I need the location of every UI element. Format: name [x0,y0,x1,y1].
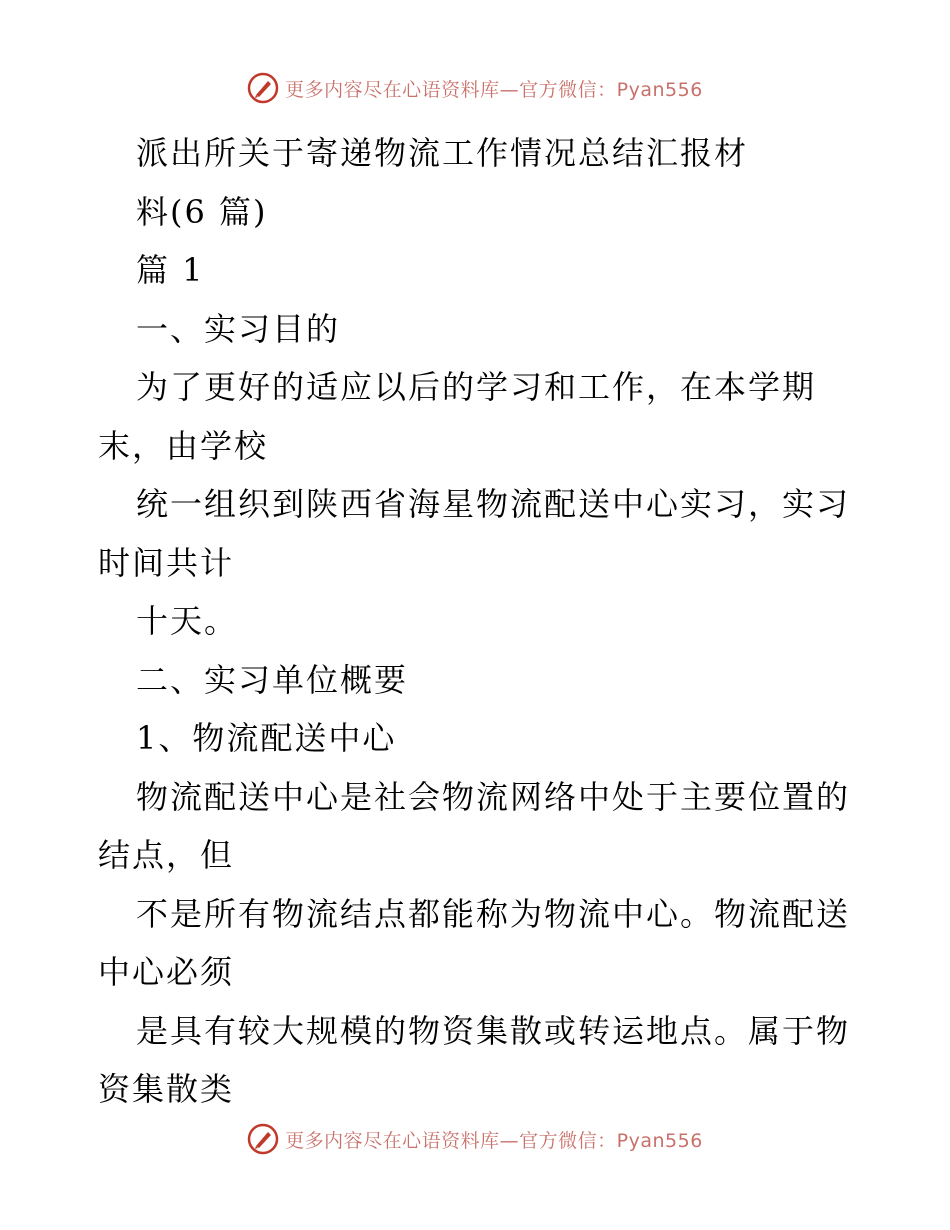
text-line: 为了更好的适应以后的学习和工作，在本学期 [136,368,817,406]
watermark-text: 更多内容尽在心语资料库—官方微信：Pyan556 [285,1129,703,1152]
document-body [98,124,858,1119]
text-line: 结点，但 [98,836,235,874]
text-line: 资集散类 [98,1070,235,1108]
watermark-text: 更多内容尽在心语资料库—官方微信：Pyan556 [285,78,703,101]
text-line: 中心必须 [98,953,235,991]
text-line: 派出所关于寄递物流工作情况总结汇报材 [136,134,749,172]
text-line: 末，由学校 [98,426,269,465]
text-line: 十天。 [136,602,239,640]
text-line: 统一组织到陕西省海星物流配送中心实习，实习 [136,485,851,523]
text-line: 是具有较大规模的物资集散或转运地点。属于物 [136,1011,851,1050]
header-watermark [0,72,950,104]
text-line: 二、实习单位概要 [136,660,409,699]
text-line: 时间共计 [98,543,235,582]
text-line: 篇 1 [136,251,205,289]
pen-logo-icon [247,1123,279,1155]
footer-watermark [0,1123,950,1155]
text-line: 不是所有物流结点都能称为物流中心。物流配送 [136,894,851,933]
text-line: 一、实习目的 [136,309,341,348]
text-line: 1、物流配送中心 [136,719,397,757]
pen-logo-icon [247,72,279,104]
text-line: 物流配送中心是社会物流网络中处于主要位置的 [136,777,851,816]
text-line: 料(6 篇) [136,192,268,231]
